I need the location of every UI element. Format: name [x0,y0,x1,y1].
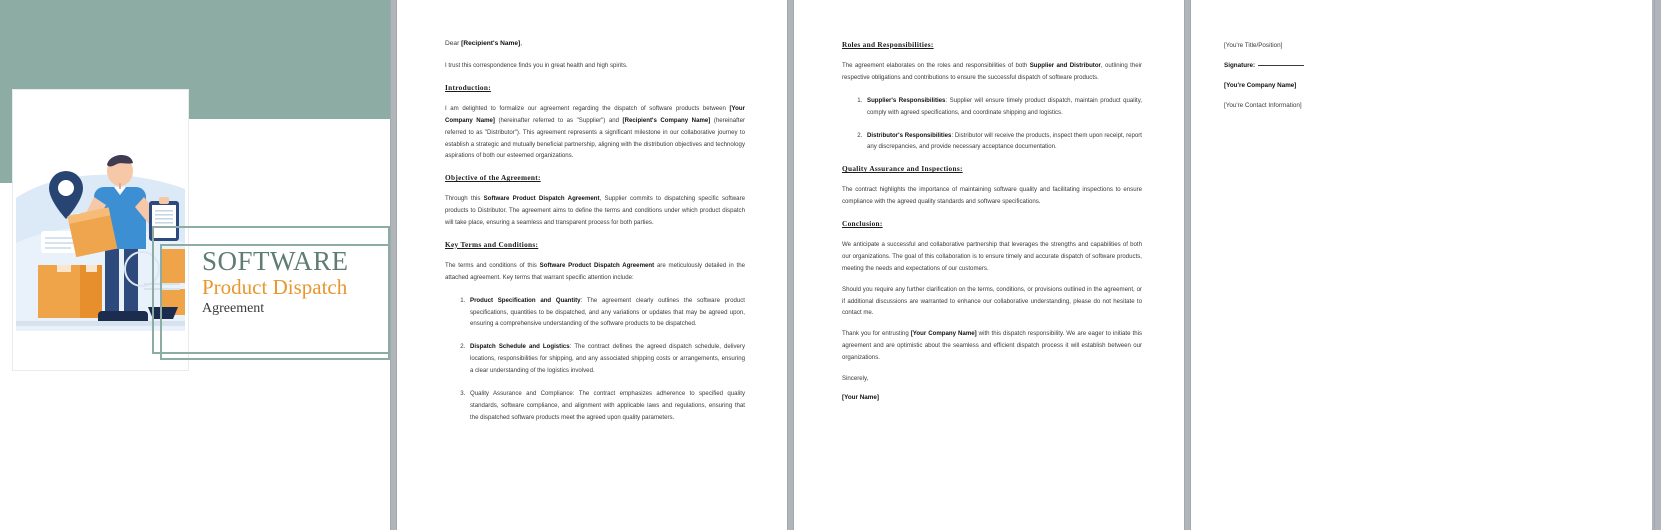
list-item-label: Quality Assurance and Compliance [470,389,573,397]
signer-name: [Your Name] [842,393,879,401]
list-item-label: Dispatch Schedule and Logistics [470,343,570,351]
heading-introduction: Introduction: [445,82,491,92]
list-item-text: : The agreement clearly outlines the software product specifications, quantities to be dispatched, and any variations or updates that may be agreed upon, ensuring a comprehensive understanding of the software products to be dispatched. [470,296,745,328]
roles-text-c: , outlining their respective obligations and contributions to ensure the successful dispatch of software products. [842,62,1142,81]
list-item [864,95,1142,119]
heading-key-terms: Key Terms and Conditions: [445,239,539,249]
letter-page-1-body [445,40,745,435]
list-item [467,295,745,331]
signer-title-position: [You're Title/Position] [1224,42,1283,49]
intro-recipient-company-placeholder: [Recipient's Company Name] [622,116,711,124]
list-item-text: : The contract emphasizes adherence to specified quality standards, software compliance, and alignment with applicable laws and regulations, ensuring that the dispatched software products meet the agreed upon quality parameters. [470,389,745,421]
list-item-label: Distributor's Responsibilities [867,131,952,139]
objective-text-c: , Supplier commits to dispatching specific software products to Distributor. The agreement aims to define the terms and conditions under which product dispatch will take place, ensuring a seamless and transparent process for both parties. [445,195,745,226]
intro-text-a: I am delighted to formalize our agreement regarding the dispatch of software products between [445,104,730,112]
key-terms-list [445,295,745,424]
cover-title-third: Agreement [202,301,265,317]
objective-agreement-name: Software Product Dispatch Agreement [483,195,600,203]
heading-conclusion: Conclusion: [842,219,883,228]
key-terms-text-c: are meticulously detailed in the attached agreement. Key terms that warrant specific attention include: [445,261,745,281]
salutation [445,40,745,47]
conclusion-text-c: with this dispatch responsibility. We are eager to initiate this agreement and are optimistic about the seamless and efficient dispatch process it will establish between our organizations. [842,330,1143,361]
right-edge-shadow [1652,0,1654,530]
letter-page-2[interactable] [794,0,1184,530]
intro-text-e: (hereinafter referred to as "Distributor"). This agreement represents a significant milestone in our collaborative journey to establish a strategic and mutually beneficial partnership, aligning with the distribution objectives and technology aspirations of both our esteemed organizations. [445,116,745,160]
cover-title-main: SOFTWARE [202,246,349,276]
conclusion-paragraph-2: Should you require any further clarification on the terms, conditions, or provisions outlined in the agreement, or if additional discussions are warranted to enhance our collaborative understanding, please do not hesitate to contact me. [842,285,1142,317]
roles-text-a: The agreement elaborates on the roles and responsibilities of both [842,62,1030,69]
objective-text-a: Through this [445,195,484,203]
list-item-text: : The contract defines the agreed dispatch schedule, delivery locations, responsibilities for shipping, and any associated shipping costs or arrangements, ensuring a clear understanding of the logistics involved. [470,343,745,374]
salutation-recipient-placeholder: [Recipient's Name] [461,40,521,47]
heading-roles: Roles and Responsibilities: [842,40,934,49]
closing-line: Sincerely, [842,374,869,382]
cover-green-left-strip [0,119,12,183]
cover-title-block [202,248,387,318]
objective-paragraph [445,193,745,229]
conclusion-your-company-placeholder: [Your Company Name] [910,330,977,338]
list-item-text: : Supplier will ensure timely product dispatch, maintain product quality, comply with agreed specifications, and coordinate shipping and logistics. [867,96,1142,116]
list-item-label: Supplier's Responsibilities [867,96,946,104]
roles-paragraph [842,60,1142,84]
heading-quality-assurance: Quality Assurance and Inspections: [842,164,963,174]
conclusion-text-a: Thank you for entrusting [842,330,911,338]
signature-field [1224,62,1424,69]
key-terms-agreement-name: Software Product Dispatch Agreement [539,261,655,269]
list-item [467,341,745,377]
roles-list [842,95,1142,154]
conclusion-paragraph-1: We anticipate a successful and collaborative partnership that leverages the strengths and capabilities of both our organizations. The goal of this collaboration is to ensure timely and accurate dispatch of software products, meeting the needs and expectations of our customers. [842,241,1142,272]
signer-company-name: [You're Company Name] [1224,82,1297,89]
intro-your-company-placeholder: [Your Company Name] [445,104,745,124]
signer-contact-information: [You're Contact Information] [1224,102,1302,109]
heading-objective: Objective of the Agreement: [445,173,541,183]
letter-page-1[interactable] [397,0,787,530]
introduction-paragraph [445,103,745,162]
cover-page[interactable] [0,0,390,530]
salutation-prefix: Dear [445,40,462,47]
intro-text-c: (hereinafter referred to as "Supplier") and [494,116,623,124]
roles-parties: Supplier and Distributor [1029,62,1101,69]
cover-title-sub: Product Dispatch [202,274,348,299]
list-item [467,388,745,424]
signature-line[interactable] [1258,64,1304,66]
page-gap-2 [787,0,794,530]
signature-label: Signature: [1224,62,1256,69]
page-gap-1 [390,0,397,530]
list-item-text: : Distributor will receive the products, inspect them upon receipt, report any discrepancies, and provide necessary acceptance documentation. [867,131,1142,151]
list-item-label: Product Specification and Quantity [470,296,581,304]
letter-page-3[interactable] [1191,0,1654,530]
letter-page-2-body [842,40,1142,414]
page-gap-3 [1184,0,1191,530]
signature-block [1224,42,1424,122]
key-terms-intro-paragraph [445,260,745,284]
conclusion-paragraph-3 [842,328,1142,364]
quality-assurance-paragraph: The contract highlights the importance of maintaining software quality and facilitating inspections to ensure compliance with the agreed quality standards and software specifications. [842,186,1142,206]
salutation-suffix: , [520,40,523,47]
key-terms-text-a: The terms and conditions of this [445,261,540,269]
greeting-paragraph: I trust this correspondence finds you in great health and high spirits. [445,62,628,69]
list-item [864,130,1142,154]
